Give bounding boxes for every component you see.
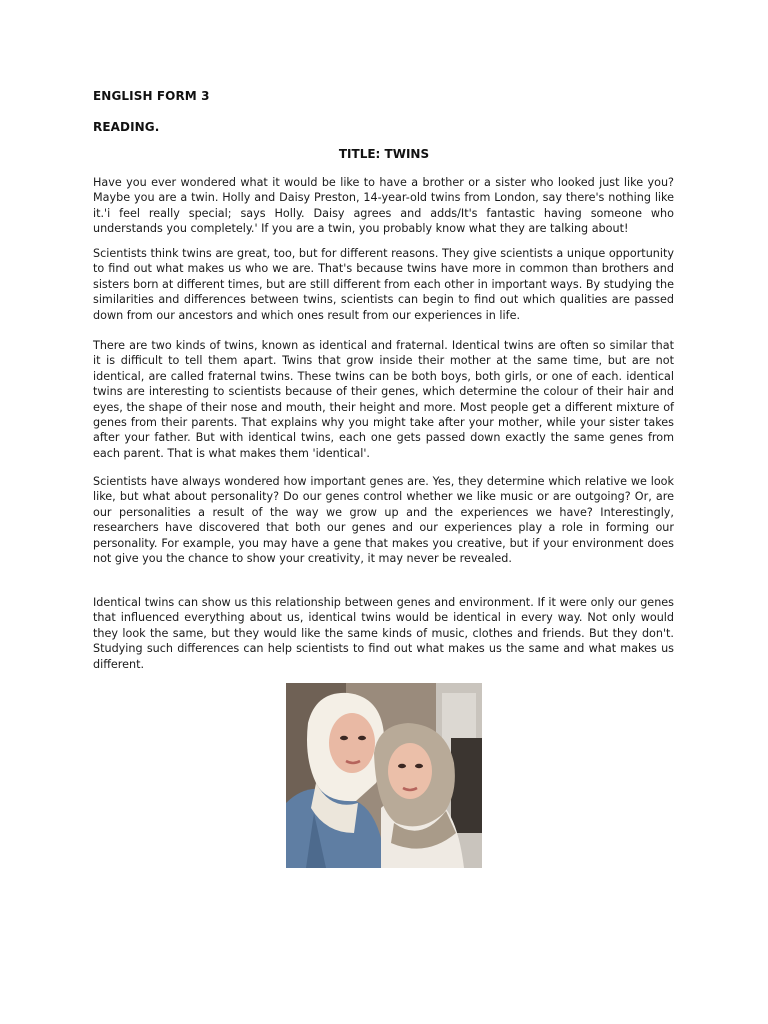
section-heading: READING. [93,120,160,134]
paragraph-5: Identical twins can show us this relationship between genes and environment. If it were only our genes that influenced everything about us, identical twins would be identical in every way. Not only would they look the same, but they would like the same kinds of music, clothes and friends. But they don't. Studying such differences can help scientists to find out what makes us the same and what makes us different. [93,596,674,671]
paragraph-2: Scientists think twins are great, too, but for different reasons. They give scientists a unique opportunity to find out what makes us who we are. That's because twins have more in common than brothers and sisters born at different times, but are still different from each other in important ways. By studying the similarities and differences between twins, scientists can begin to find out which qualities are passed down from our ancestors and which ones result from our experiences in life. [93,247,674,322]
subject-heading: ENGLISH FORM 3 [93,89,210,103]
paragraph-4: Scientists have always wondered how important genes are. Yes, they determine which relative we look like, but what about personality? Do our genes control whether we like music or are outgoing? Or, are our personalities a result of the way we grow up and the experiences we have? Interestingly, researchers have discovered that both our genes and our experiences play a role in forming our personality. For example, you may have a gene that makes you creative, but if your environment does not give you the chance to show your creativity, it may never be revealed. [93,475,674,566]
paragraph-3: There are two kinds of twins, known as identical and fraternal. Identical twins are often so similar that it is difficult to tell them apart. Twins that grow inside their mother at the same time, but are not identical, are called fraternal twins. These twins can be both boys, both girls, or one of each. identical twins are interesting to scientists because of their genes, which determine the colour of their hair and eyes, the shape of their nose and mouth, their height and more. Most people get a different mixture of genes from their parents. That explains why you might take after your mother, while your sister takes after your father. But with identical twins, each one gets passed down exactly the same genes from each parent. That is what makes them 'identical'. [93,339,674,460]
twins-photo [286,683,482,868]
page-title: TITLE: TWINS [338,147,430,161]
paragraph-1: Have you ever wondered what it would be like to have a brother or a sister who looked just like you? Maybe you are a twin. Holly and Daisy Preston, 14-year-old twins from London, say there's nothing like it.'i feel really special; says Holly. Daisy agrees and adds/It's fantastic having someone who understands you completely.' If you are a twin, you probably know what they are talking about! [93,176,674,236]
twins-photo-illustration [286,683,482,868]
